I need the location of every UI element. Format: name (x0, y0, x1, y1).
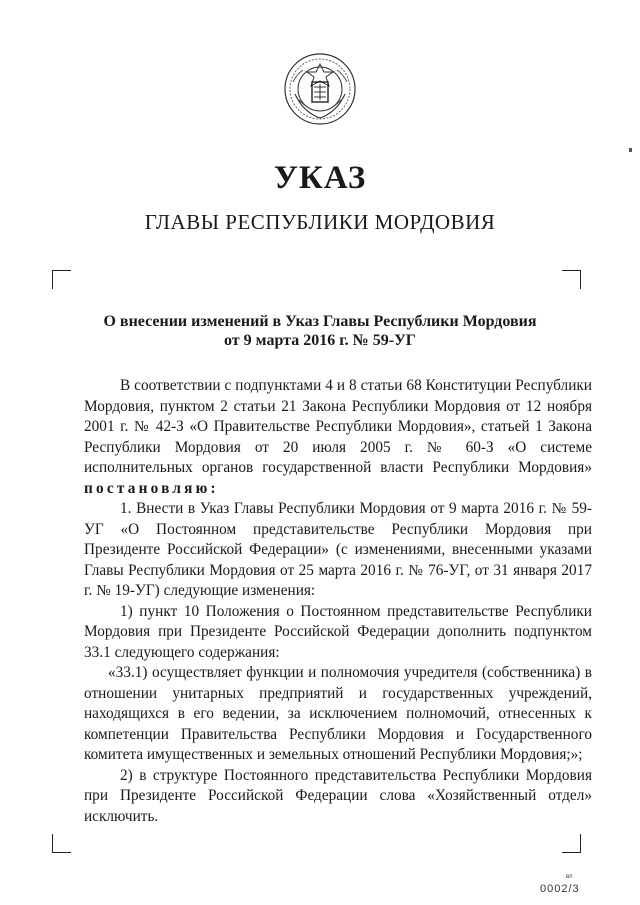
decree-word: постановляю: (84, 479, 219, 497)
corner-mark-top-left (52, 270, 71, 289)
preamble-paragraph (84, 376, 592, 499)
subitem-1-paragraph: 1) пункт 10 Положения о Постоянном представительстве Республики Мордовия при Президенте Российской Федерации дополнить подпунктом 33.1 следующего содержания: (84, 602, 592, 661)
document-subtitle: ГЛАВЫ РЕСПУБЛИКИ МОРДОВИЯ (144, 210, 496, 234)
coat-of-arms-icon (283, 52, 357, 126)
document-body (84, 376, 592, 827)
quoted-addition-paragraph: «33.1) осуществляет функции и полномочия учредителя (собственника) в отношении унитарных предприятий и государственных учреждений, находящихся в его ведении, за исключением полномочий, отнесенных к компетенции Правительства Республики Мордовия и Государственного комитета имущественных и земельных отношений Республики Мордовия;»; (84, 664, 592, 763)
corner-mark-top-right (562, 270, 581, 289)
heading-line-1: О внесении изменений в Указ Главы Республики Мордовия (103, 313, 537, 330)
subitem-2-paragraph: 2) в структуре Постоянного представительства Республики Мордовия при Президенте Российской Федерации слова «Хозяйственный отдел» исключить. (84, 766, 592, 825)
page-edge-mark (629, 148, 632, 152)
registration-stamp-label: вп (566, 874, 573, 880)
document-heading (80, 312, 560, 350)
corner-mark-bottom-right (562, 834, 581, 853)
item-1-paragraph: 1. Внести в Указ Главы Республики Мордовия от 9 марта 2016 г. № 59-УГ «О Постоянном представительстве Республики Мордовия при Президенте Российской Федерации» (с изменениями, внесенными указами Главы Республики Мордовия от 25 марта 2016 г. № 76-УГ, от 31 января 2017 г. № 19-УГ) следующие изменения: (84, 500, 592, 599)
preamble-text: В соответствии с подпунктами 4 и 8 статьи 68 Конституции Республики Мордовия, пунктом 2 статьи 21 Закона Республики Мордовия от 12 ноября 2001 г. № 42-З «О Правительстве Республики Мордовия», статьей 1 Закона Республики Мордовия от 20 июля 2005 г. № 60-З «О системе исполнительных органов государственной власти Республики Мордовия» (84, 377, 592, 476)
registration-stamp-number: 0002/3 (540, 883, 580, 895)
document-title: УКАЗ (273, 160, 367, 196)
heading-line-2: от 9 марта 2016 г. № 59-УГ (224, 332, 416, 349)
corner-mark-bottom-left (52, 834, 71, 853)
